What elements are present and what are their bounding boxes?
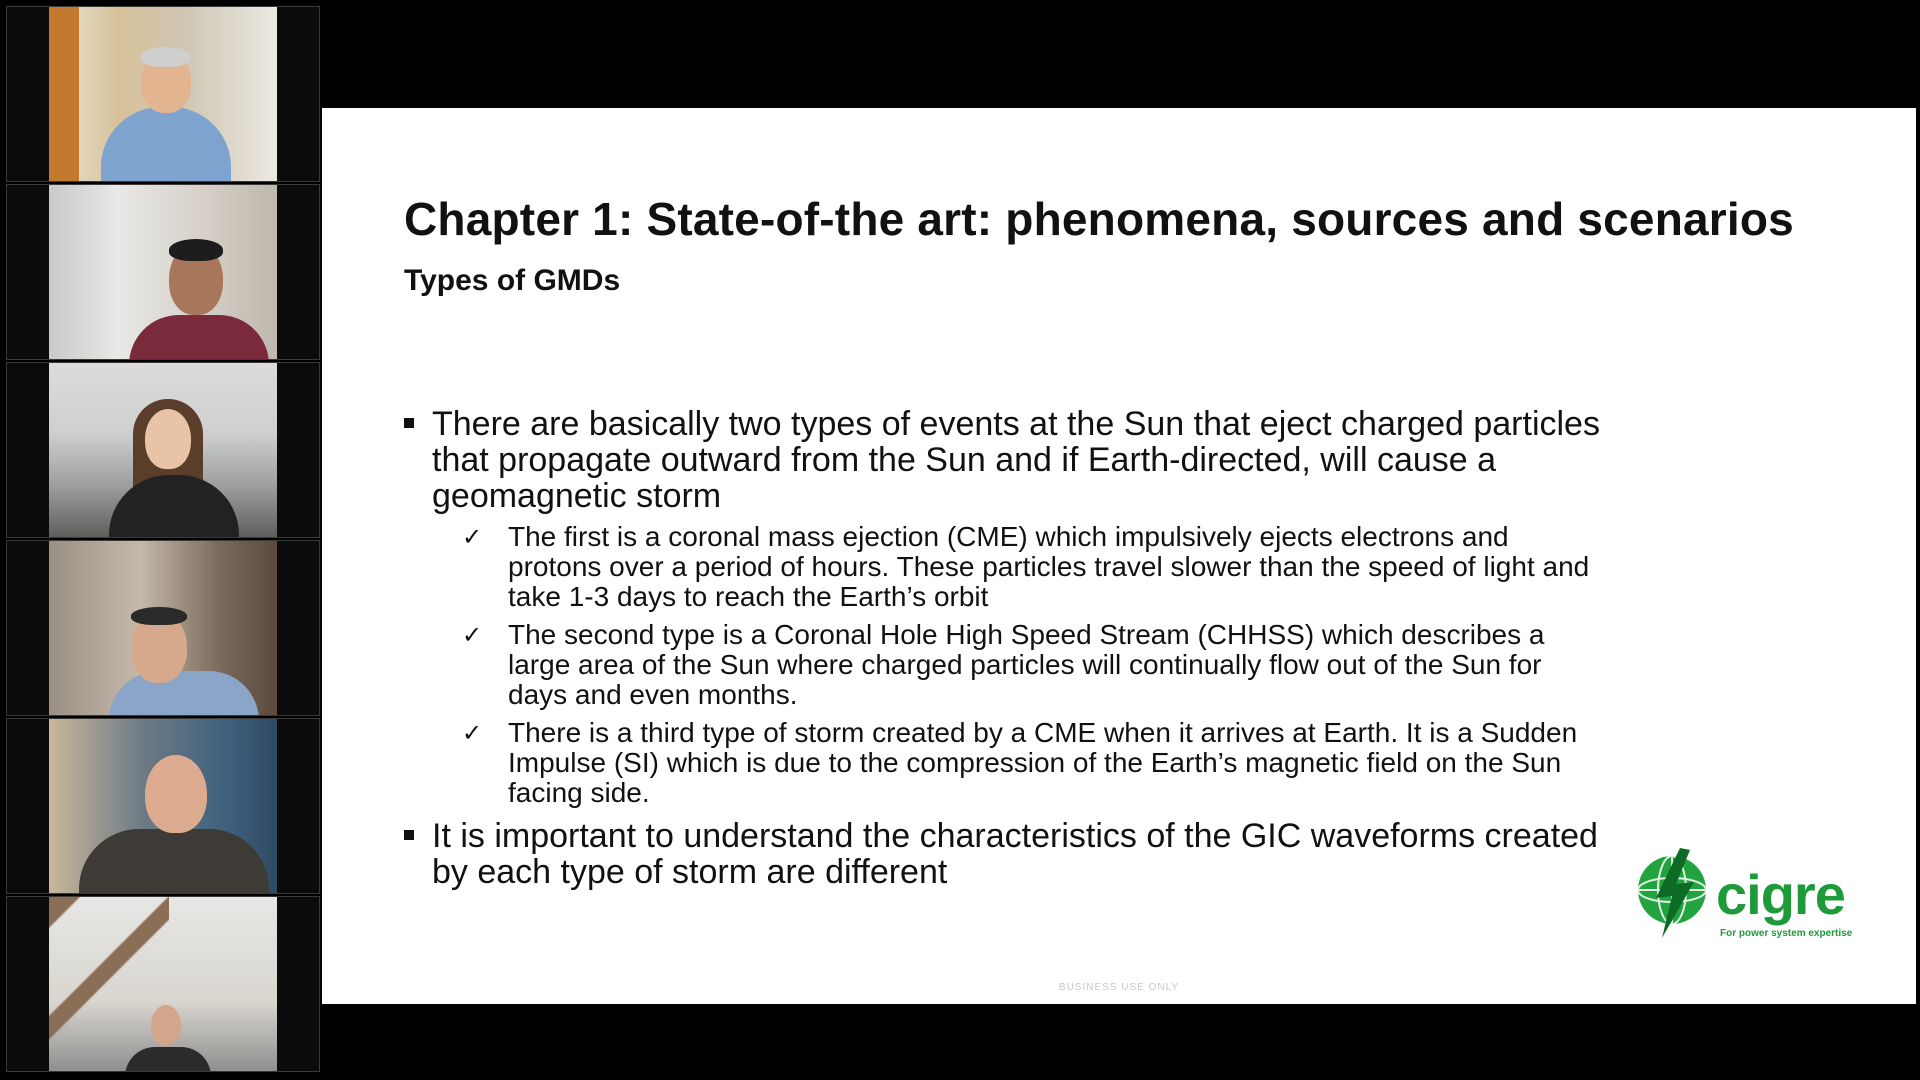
participant-video-column (6, 6, 320, 1074)
participant-video-tile[interactable] (6, 184, 320, 360)
sub-bullet-text: There is a third type of storm created by a CME when it arrives at Earth. It is a Sudden Impulse (SI) which is due to the compression of the Earth’s magnetic field on the Sun facing side. (508, 717, 1578, 808)
logo-tagline: For power system expertise (1720, 928, 1853, 939)
sub-bullet-item (404, 522, 1604, 612)
bullet-text: There are basically two types of events at the Sun that eject charged particles that propagate outward from the Sun and if Earth-directed, will cause a geomagnetic storm (432, 405, 1600, 515)
participant-video-tile[interactable] (6, 540, 320, 716)
participant-video-tile[interactable] (6, 6, 320, 182)
bullet-text: It is important to understand the characteristics of the GIC waveforms created by each type of storm are different (432, 817, 1598, 891)
footer-note: BUSINESS USE ONLY (1058, 982, 1180, 993)
check-icon: ✓ (462, 719, 483, 747)
presentation-slide (322, 108, 1916, 1004)
sub-bullet-text: The first is a coronal mass ejection (CME) which impulsively ejects electrons and protons over a period of hours. These particles travel slower than the speed of light and take 1-3 days to reach the Earth’s orbit (508, 521, 1590, 612)
cigre-logo (1636, 848, 1856, 948)
sub-bullet-item (404, 718, 1604, 808)
slide-content (404, 406, 1604, 898)
square-bullet-icon (404, 830, 414, 840)
bullet-item (404, 406, 1604, 514)
sub-bullet-list (404, 522, 1604, 808)
bullet-item (404, 818, 1604, 890)
logo-text: cigre (1716, 863, 1845, 926)
sub-bullet-item (404, 620, 1604, 710)
participant-video (49, 897, 277, 1071)
sub-bullet-text: The second type is a Coronal Hole High Speed Stream (CHHSS) which describes a large area of the Sun where charged particles will continually flow out of the Sun for days and even months. (508, 619, 1545, 710)
slide-title: Chapter 1: State-of-the art: phenomena, sources and scenarios (404, 193, 1794, 245)
participant-video (49, 541, 277, 715)
globe-bolt-icon (1636, 848, 1712, 938)
participant-video (49, 363, 277, 537)
slide-subtitle: Types of GMDs (404, 264, 621, 297)
participant-video (49, 719, 277, 893)
participant-video-tile[interactable] (6, 362, 320, 538)
square-bullet-icon (404, 418, 414, 428)
check-icon: ✓ (462, 621, 483, 649)
participant-video-tile[interactable] (6, 718, 320, 894)
participant-video-tile[interactable] (6, 896, 320, 1072)
check-icon: ✓ (462, 523, 483, 551)
participant-video (49, 185, 277, 359)
participant-video (49, 7, 277, 181)
